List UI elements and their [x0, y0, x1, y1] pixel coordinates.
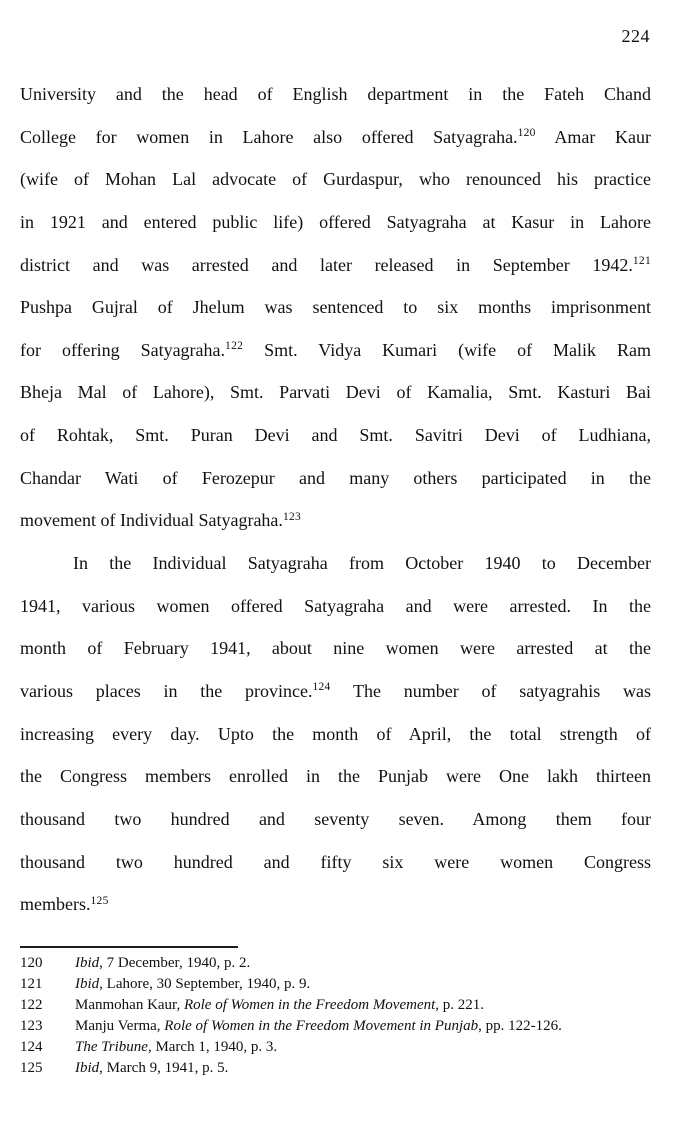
text-line	[20, 73, 651, 116]
text-segment: thousand two hundred and seventy seven. Among them four	[20, 808, 651, 829]
text-segment: month of February 1941, about nine women were arrested at the	[20, 638, 651, 659]
footnote-item	[20, 1058, 651, 1079]
text-line	[20, 713, 651, 756]
paragraph	[20, 542, 651, 926]
italic-text: Role of Women in the Freedom Movement in Punjab	[164, 1018, 479, 1034]
footnote-number: 123	[20, 1018, 43, 1034]
text-segment: Manmohan Kaur,	[75, 997, 184, 1013]
text-segment: , March 1, 1940, p. 3.	[147, 1039, 278, 1055]
text-segment: movement of Individual Satyagraha.	[20, 510, 283, 531]
footnote-reference: 122	[225, 340, 244, 353]
footnote-separator-rule	[20, 946, 238, 948]
text-line	[20, 499, 651, 542]
text-segment: College for women in Lahore also offered Satyagraha.	[20, 126, 518, 147]
text-line	[20, 585, 651, 628]
text-line	[20, 201, 651, 244]
footnote-reference: 123	[282, 510, 302, 523]
footnote-reference: 121	[632, 255, 651, 268]
footnote-number: 125	[20, 1060, 43, 1076]
footnotes-section	[20, 946, 651, 1079]
text-segment: Bheja Mal of Lahore), Smt. Parvati Devi of Kamalia, Smt. Kasturi Bai	[20, 382, 651, 403]
text-segment: various places in the province.	[20, 680, 313, 701]
page-number: 224	[621, 26, 650, 46]
footnote-reference: 124	[312, 681, 331, 694]
text-line	[20, 457, 651, 500]
text-line	[20, 670, 651, 713]
text-segment: 1941, various women offered Satyagraha and were arrested. In the	[20, 595, 651, 616]
footnote-reference: 120	[517, 127, 536, 140]
text-segment: members.	[20, 894, 91, 915]
paragraph	[20, 73, 651, 542]
footnote-text	[75, 1060, 228, 1076]
text-line	[20, 542, 651, 585]
footnote-number: 124	[20, 1039, 43, 1055]
text-segment: , March 9, 1941, p. 5.	[99, 1060, 229, 1076]
text-segment: , pp. 122-126.	[478, 1018, 562, 1034]
footnote-number: 120	[20, 955, 43, 971]
footnote-number: 122	[20, 997, 43, 1013]
footnote-item	[20, 974, 651, 995]
text-segment: the Congress members enrolled in the Punjab were One lakh thirteen	[20, 766, 651, 787]
text-segment: Amar Kaur	[535, 126, 651, 147]
italic-text: Role of Women in the Freedom Movement	[183, 997, 436, 1013]
text-line	[20, 371, 651, 414]
italic-text: Ibid	[75, 955, 100, 971]
footnote-number: 121	[20, 976, 43, 992]
italic-text: The Tribune	[75, 1039, 148, 1055]
text-line	[20, 627, 651, 670]
footnote-list	[20, 953, 651, 1079]
text-segment: Manju Verma,	[75, 1018, 165, 1034]
text-line	[20, 286, 651, 329]
text-segment: thousand two hundred and fifty six were women Congress	[20, 851, 651, 872]
text-line	[20, 841, 651, 884]
footnote-text	[75, 976, 310, 992]
text-segment: , Lahore, 30 September, 1940, p. 9.	[99, 976, 311, 992]
text-line	[20, 158, 651, 201]
footnote-item	[20, 1016, 651, 1037]
footnote-text	[75, 1018, 562, 1034]
text-segment: Pushpa Gujral of Jhelum was sentenced to six months imprisonment	[20, 297, 651, 318]
text-segment: University and the head of English department in the Fateh Chand	[20, 84, 651, 104]
text-segment: , p. 221.	[435, 997, 485, 1013]
text-segment: , 7 December, 1940, p. 2.	[99, 955, 251, 971]
text-line	[20, 883, 651, 926]
text-segment: for offering Satyagraha.	[20, 339, 226, 360]
footnote-item	[20, 995, 651, 1016]
text-segment: district and was arrested and later released in September 1942.	[20, 254, 633, 275]
footnote-text	[75, 1039, 277, 1055]
text-line	[20, 244, 651, 287]
text-segment: (wife of Mohan Lal advocate of Gurdaspur, who renounced his practice	[20, 169, 651, 190]
italic-text: Ibid	[75, 1060, 100, 1076]
footnote-item	[20, 953, 651, 974]
footnote-item	[20, 1037, 651, 1058]
text-line	[20, 329, 651, 372]
footnote-text	[75, 997, 484, 1013]
footnote-reference: 125	[90, 894, 109, 907]
text-segment: of Rohtak, Smt. Puran Devi and Smt. Savitri Devi of Ludhiana,	[20, 425, 651, 446]
text-line	[20, 414, 651, 457]
text-segment: The number of satyagrahis was	[330, 680, 651, 701]
text-line	[20, 798, 651, 841]
text-line	[20, 755, 651, 798]
text-segment: in 1921 and entered public life) offered Satyagraha at Kasur in Lahore	[20, 211, 651, 232]
body-text	[20, 73, 651, 926]
text-segment: increasing every day. Upto the month of April, the total strength of	[20, 723, 651, 744]
italic-text: Ibid	[75, 976, 100, 992]
text-segment: Chandar Wati of Ferozepur and many others participated in the	[20, 467, 651, 488]
text-segment: Smt. Vidya Kumari (wife of Malik Ram	[243, 339, 651, 360]
text-segment: In the Individual Satyagraha from October 1940 to December	[73, 553, 651, 574]
footnote-text	[75, 955, 250, 971]
text-line	[20, 116, 651, 159]
